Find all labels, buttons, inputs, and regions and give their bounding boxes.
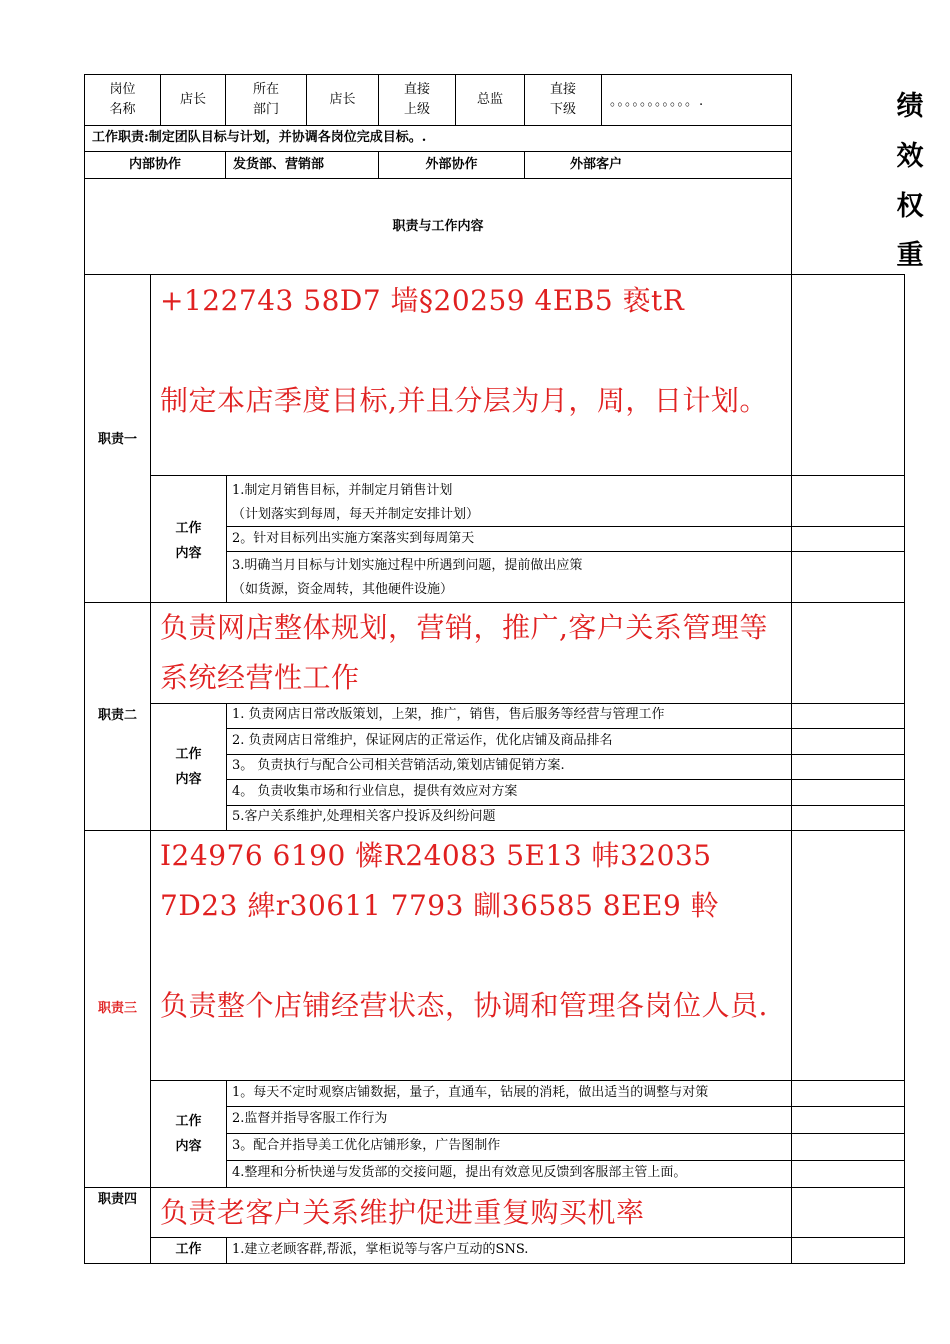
position-name-label: 岗位 名称 [109, 82, 136, 117]
superior-value: 总监 [476, 92, 503, 107]
duty-label: 职责四 [97, 1192, 137, 1207]
internal-collab-value: 发货部、营销部 [233, 157, 325, 172]
superior-label: 直接 上级 [403, 82, 430, 117]
work-content-label: 工作 [175, 1242, 202, 1257]
work-item: 1.制定月销售目标，并制定月销售计划 （计划落实到每周，每天并制定安排计划） [232, 483, 480, 522]
subordinate-label: 直接 下级 [549, 82, 576, 117]
duty-title: 负责老客户关系维护促进重复购买机率 [160, 1196, 645, 1229]
work-item: 1.建立老顾客群,帮派，掌柜说等与客户互动的SNS. [232, 1242, 529, 1257]
side-title-char: 效 [896, 141, 924, 172]
duty-label: 职责二 [97, 708, 137, 723]
side-title-char: 重 [896, 240, 924, 271]
internal-collab-label: 内部协作 [128, 157, 181, 172]
work-item: 1. 负责网店日常改版策划，上架，推广，销售，售后服务等经营与管理工作 [232, 707, 665, 722]
duty-title: 制定本店季度目标,并且分层为月，周，日计划。 [160, 384, 768, 417]
job-duty: 工作职责:制定团队目标与计划，并协调各岗位完成目标。. [92, 130, 427, 145]
subordinate-value: 。。。。。。。。。。。. [610, 94, 705, 109]
duty-garbled-text: +122743 58D7 墙§20259 4EB5 亵tR [160, 284, 685, 317]
department-label: 所在 部门 [252, 82, 279, 117]
work-content-label: 工作 内容 [175, 1114, 202, 1154]
external-collab-value: 外部客户 [570, 157, 623, 172]
duty-label: 职责一 [97, 432, 137, 447]
external-collab-label: 外部协作 [425, 157, 478, 172]
duty-garbled-text: I24976 6190 憐R24083 5E13 帏32035 7D23 綼r30611 7793 瞓36585 8EE9 軨 [160, 839, 720, 922]
content-header: 职责与工作内容 [392, 219, 484, 234]
position-name-value: 店长 [179, 92, 206, 107]
work-item: 4。 负责收集市场和行业信息，提供有效应对方案 [232, 784, 518, 799]
work-item: 2.监督并指导客服工作行为 [232, 1111, 388, 1126]
duty-title: 负责网店整体规划，营销，推广,客户关系管理等系统经营性工作 [160, 611, 768, 694]
side-title-char: 绩 [896, 91, 924, 122]
work-item: 2. 负责网店日常维护，保证网店的正常运作，优化店铺及商品排名 [232, 733, 613, 748]
work-item: 2。针对目标列出实施方案落实到每周第天 [232, 531, 475, 546]
side-title-char: 权 [896, 191, 924, 222]
work-content-label: 工作 内容 [175, 521, 202, 561]
work-item: 3.明确当月目标与计划实施过程中所遇到问题，提前做出应策 （如货源，资金周转，其他硬件设施） [232, 558, 583, 597]
work-item: 3。配合并指导美工优化店铺形象，广告图制作 [232, 1138, 501, 1153]
duty-label: 职责三 [97, 1001, 137, 1016]
work-item: 4.整理和分析快递与发货部的交接问题，提出有效意见反馈到客服部主管上面。 [232, 1165, 687, 1180]
work-content-label: 工作 内容 [175, 747, 202, 787]
work-item: 1。每天不定时观察店铺数据，量子，直通车，钻展的消耗，做出适当的调整与对策 [232, 1085, 709, 1100]
work-item: 5.客户关系维护,处理相关客户投诉及纠纷问题 [232, 809, 496, 824]
work-item: 3。 负责执行与配合公司相关营销活动,策划店铺促销方案. [232, 758, 565, 773]
duty-title: 负责整个店铺经营状态，协调和管理各岗位人员. [160, 989, 768, 1022]
department-value: 店长 [329, 92, 356, 107]
